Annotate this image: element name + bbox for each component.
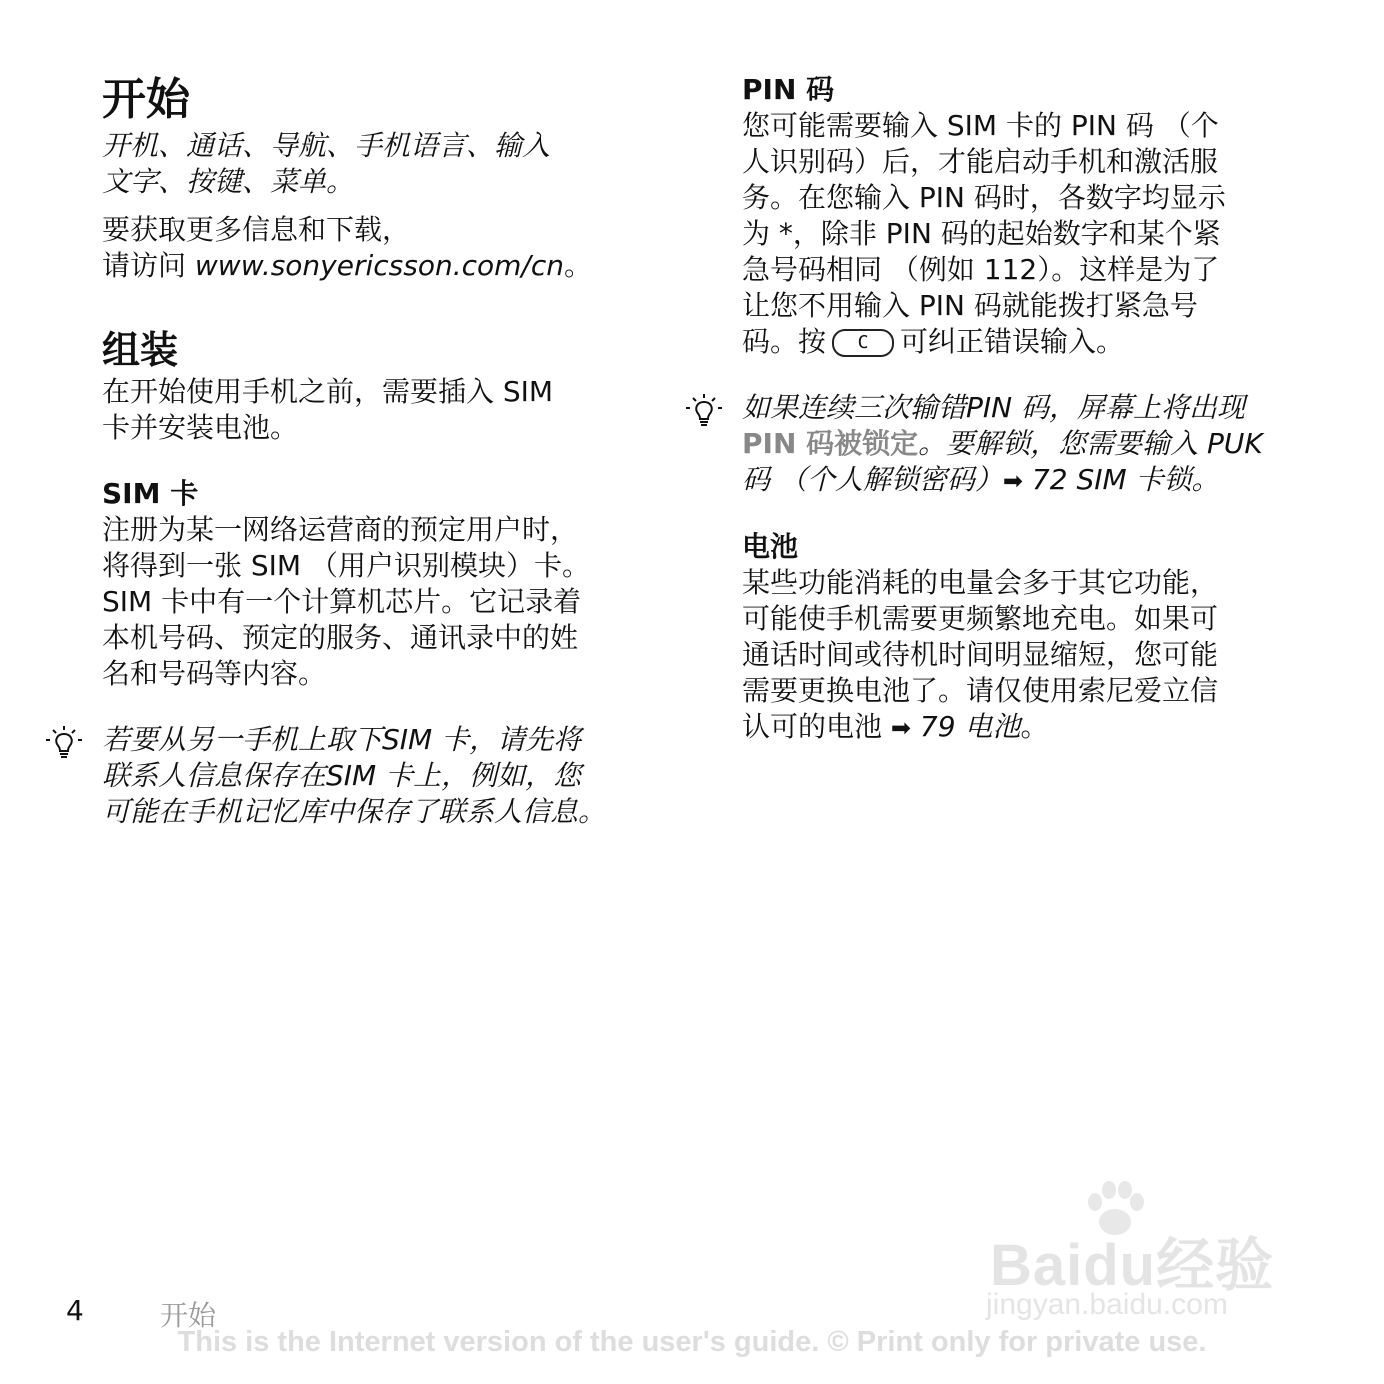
pin-line-6: 让您不用输入 PIN 码就能拨打紧急号 — [742, 289, 1198, 322]
info-line-2 — [102, 248, 662, 284]
c-key-icon: C — [832, 329, 894, 357]
watermark-url: jingyan.baidu.com — [986, 1288, 1228, 1321]
info-line-1: 要获取更多信息和下载， — [102, 213, 411, 246]
pin-line-7 — [742, 324, 1302, 360]
battery-line-3: 通话时间或待机时间明显缩短，您可能 — [742, 638, 1219, 671]
subtitle-line-2: 文字、按键、菜单。 — [102, 165, 355, 198]
pin-line-5: 急号码相同 （例如 112）。这样是为了 — [742, 253, 1220, 286]
tip-line-3: 可能在手机记忆库中保存了联系人信息。 — [102, 795, 607, 828]
lightbulb-icon — [44, 724, 84, 764]
battery-ref[interactable]: 79 电池 — [911, 710, 1021, 743]
sim-line-5: 名和号码等内容。 — [102, 657, 327, 690]
sim-line-3: SIM 卡中有一个计算机芯片。它记录着 — [102, 585, 582, 618]
arrow-right-icon: ➡ — [890, 714, 912, 742]
battery-last-suffix: 。 — [1020, 710, 1049, 743]
subtitle-line-1: 开机、通话、导航、手机语言、输入 — [102, 129, 551, 162]
battery-line-4: 需要更换电池了。请仅使用索尼爱立信 — [742, 674, 1219, 707]
footer-section-title: 开始 — [160, 1299, 217, 1332]
arrow-right-icon: ➡ — [1002, 467, 1024, 495]
sim-lock-ref[interactable]: 72 SIM 卡锁。 — [1023, 463, 1220, 496]
sim-tip — [102, 722, 662, 830]
baidu-watermark — [980, 1180, 1300, 1330]
assembly-heading: 组装 — [102, 328, 179, 372]
page-number: 4 — [66, 1294, 84, 1327]
sim-line-2: 将得到一张 SIM （用户识别模块）卡。 — [102, 549, 590, 582]
website-link[interactable]: www.sonyericsson.com/cn — [194, 249, 564, 282]
pin-line-4: 为 *，除非 PIN 码的起始数字和某个紧 — [742, 217, 1221, 250]
pin-line-1: 您可能需要输入 SIM 卡的 PIN 码 （个 — [742, 109, 1219, 142]
tip-line-2: 联系人信息保存在SIM 卡上，例如，您 — [102, 759, 582, 792]
sim-heading: SIM 卡 — [102, 477, 199, 510]
right-column — [742, 72, 1302, 746]
pin-heading: PIN 码 — [742, 73, 835, 106]
pin-tip-line-3-text: 码 （个人解锁密码） — [742, 463, 1003, 496]
footer-notice: This is the Internet version of the user's guide. © Print only for private use. — [177, 1326, 1207, 1358]
battery-line-5 — [742, 709, 1302, 746]
left-column — [102, 72, 662, 830]
pin-last-suffix: 可纠正错误输入。 — [900, 325, 1125, 358]
battery-last-prefix: 认可的电池 — [742, 710, 891, 743]
battery-line-2: 可能使手机需要更频繁地充电。如果可 — [742, 602, 1219, 635]
battery-heading: 电池 — [742, 530, 799, 563]
sim-line-4: 本机号码、预定的服务、通讯录中的姓 — [102, 621, 579, 654]
pin-line-2: 人识别码）后，才能启动手机和激活服 — [742, 145, 1219, 178]
tip-line-1: 若要从另一手机上取下SIM 卡，请先将 — [102, 723, 582, 756]
sim-line-1: 注册为某一网络运营商的预定用户时， — [102, 513, 579, 546]
battery-line-1: 某些功能消耗的电量会多于其它功能， — [742, 566, 1219, 599]
pin-last-prefix: 码。按 — [742, 325, 827, 358]
info-prefix: 请访问 — [102, 249, 195, 282]
pin-locked-label: PIN 码被锁定 — [742, 427, 919, 460]
assembly-line-1: 在开始使用手机之前，需要插入 SIM — [102, 375, 554, 408]
pin-tip — [742, 390, 1302, 499]
pin-tip-line-1: 如果连续三次输错PIN 码，屏幕上将出现 — [742, 391, 1245, 424]
pin-tip-line-3 — [742, 462, 1302, 499]
pin-tip-line-2-rest: 。要解锁，您需要输入 PUK — [918, 427, 1263, 460]
lightbulb-icon — [684, 392, 724, 432]
pin-tip-line-2 — [742, 426, 1302, 462]
watermark-logo: Baidu经验 — [990, 1233, 1275, 1298]
page-title: 开始 — [102, 74, 190, 125]
pin-line-3: 务。在您输入 PIN 码时，各数字均显示 — [742, 181, 1226, 214]
assembly-line-2: 卡并安装电池。 — [102, 411, 299, 444]
info-suffix: 。 — [564, 249, 593, 282]
